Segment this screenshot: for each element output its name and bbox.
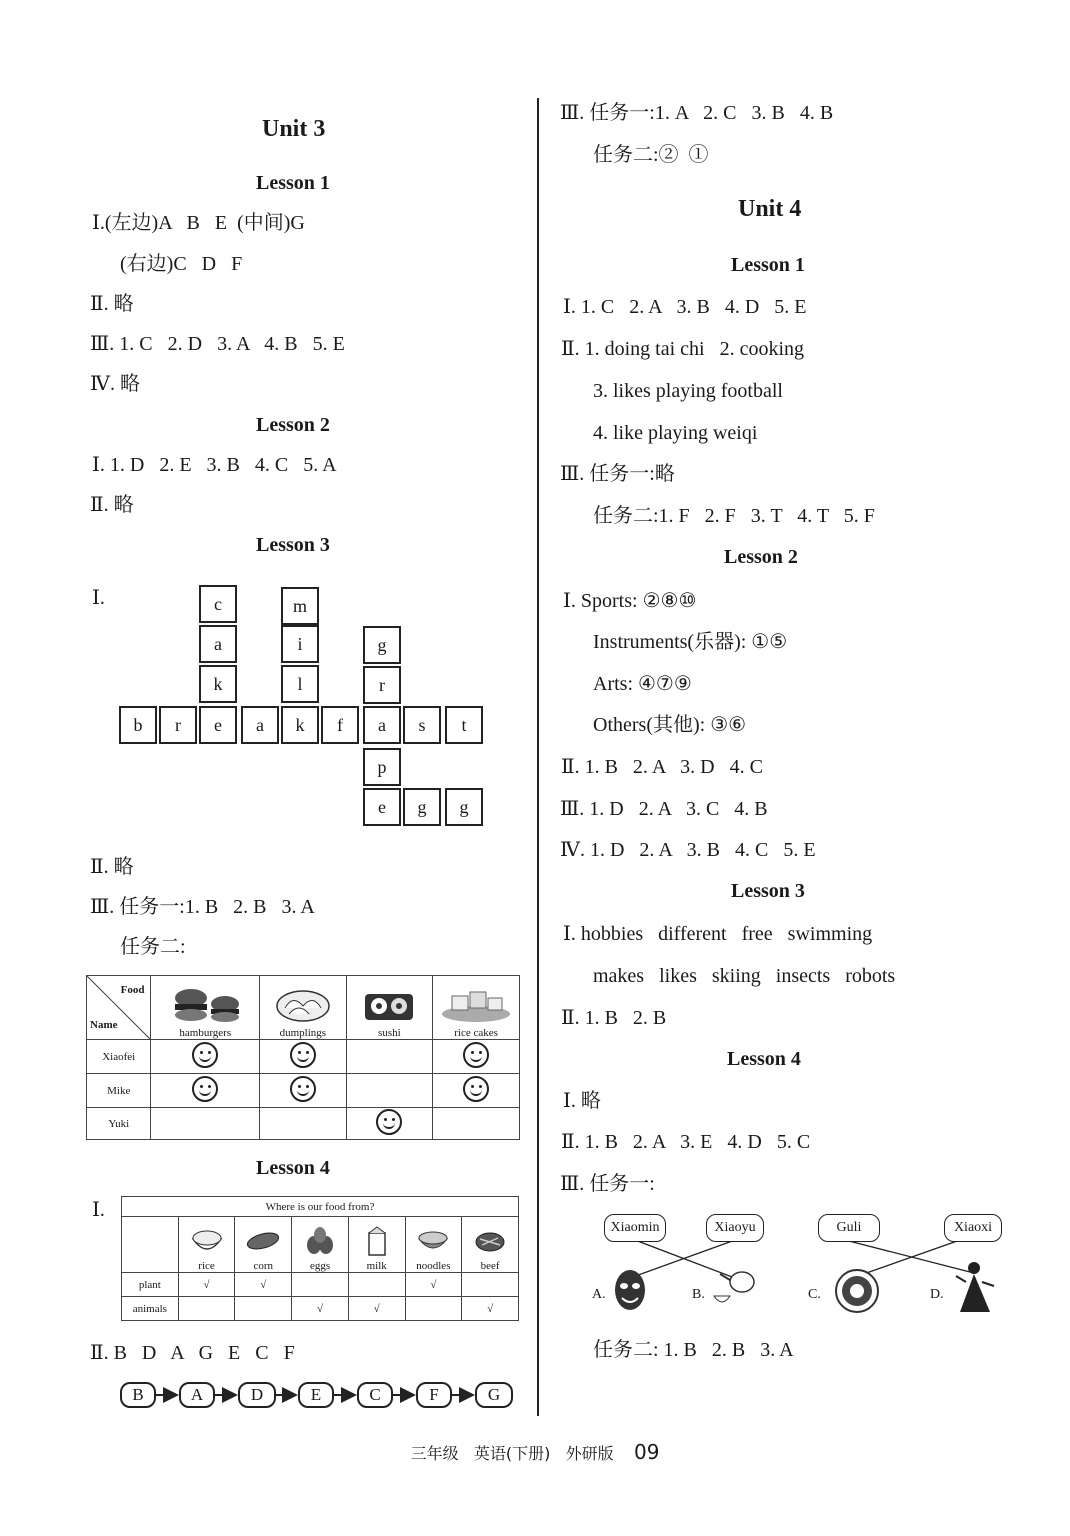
column-divider xyxy=(537,98,539,1416)
table-cell xyxy=(405,1297,462,1321)
smiley-icon xyxy=(376,1109,402,1135)
u3-l3-roman: Ⅰ. xyxy=(92,587,105,609)
table-cell xyxy=(260,1108,347,1140)
beef-icon xyxy=(472,1225,508,1257)
row-label-animals: animals xyxy=(122,1297,179,1321)
food-header-rice-cakes xyxy=(433,976,520,1040)
u4-l1-line5: Ⅲ. 任务一:略 xyxy=(560,463,675,485)
u4-l2-line4: Others(其他): ③⑥ xyxy=(593,714,747,736)
crossword-cell: g xyxy=(445,788,483,826)
unit4-title: Unit 4 xyxy=(738,196,802,222)
table-cell xyxy=(292,1273,349,1297)
smiley-icon xyxy=(192,1042,218,1068)
check-cell: √ xyxy=(405,1273,462,1297)
page-number: 09 xyxy=(633,1440,660,1464)
u4-l1-line1: Ⅰ. 1. C 2. A 3. B 4. D 5. E xyxy=(563,296,807,318)
crossword-cell: e xyxy=(363,788,401,826)
u3-l1-line4: Ⅲ. 1. C 2. D 3. A 4. B 5. E xyxy=(90,333,345,355)
table-cell xyxy=(433,1108,520,1140)
food-preference-table xyxy=(86,975,520,1140)
sushi-icon xyxy=(359,986,419,1024)
food-label: dumplings xyxy=(279,1027,327,1039)
food-source-table xyxy=(121,1196,519,1321)
crossword-cell: r xyxy=(363,666,401,704)
milk-carton-icon xyxy=(362,1225,392,1257)
crossword-cell: p xyxy=(363,748,401,786)
u3-lesson2-title: Lesson 2 xyxy=(256,414,330,436)
page-footer xyxy=(0,1440,1070,1464)
table-cell xyxy=(462,1273,519,1297)
u4-l2-line7: Ⅳ. 1. D 2. A 3. B 4. C 5. E xyxy=(560,839,816,861)
corner-name-label: Name xyxy=(90,1019,118,1031)
u4-l3-line2: makes likes skiing insects robots xyxy=(593,965,896,987)
u3-lesson1-title: Lesson 1 xyxy=(256,172,330,194)
u4-l4-task2: 任务二: 1. B 2. B 3. A xyxy=(593,1339,794,1361)
u4-l2-line3: Arts: ④⑦⑨ xyxy=(593,673,692,695)
food-label: corn xyxy=(253,1260,274,1272)
crossword-cell: m xyxy=(281,587,319,625)
check-cell: √ xyxy=(292,1297,349,1321)
name-cell: Xiaofei xyxy=(87,1040,151,1074)
option-letter: D. xyxy=(930,1287,944,1302)
chain-node: B xyxy=(120,1382,156,1408)
food-label: eggs xyxy=(309,1260,331,1272)
row-label-plant: plant xyxy=(122,1273,179,1297)
crossword-cell: e xyxy=(199,706,237,744)
u3-l3-line-iii: Ⅲ. 任务一:1. B 2. B 3. A xyxy=(90,896,315,918)
u3-l4-iii-task2: 任务二:② ① xyxy=(593,144,709,166)
u3-l1-line1: Ⅰ.(左边)A B E (中间)G xyxy=(92,212,305,234)
u3-l3-task2: 任务二: xyxy=(120,936,186,958)
smiley-icon xyxy=(463,1076,489,1102)
smiley-icon xyxy=(192,1076,218,1102)
name-pill: Guli xyxy=(818,1214,880,1242)
name-pill: Xiaoxi xyxy=(944,1214,1002,1242)
u4-l3-line1: Ⅰ. hobbies different free swimming xyxy=(563,923,873,945)
u4-l2-line6: Ⅲ. 1. D 2. A 3. C 4. B xyxy=(560,798,768,820)
food-label: noodles xyxy=(416,1260,451,1272)
hamburgers-icon xyxy=(163,986,247,1024)
u4-l1-line6: 任务二:1. F 2. F 3. T 4. T 5. F xyxy=(593,505,875,527)
crossword-cell: r xyxy=(159,706,197,744)
crossword-cell: c xyxy=(199,585,237,623)
food-col-rice xyxy=(178,1217,235,1273)
food-label: beef xyxy=(480,1260,500,1272)
u3-l4-roman: Ⅰ. xyxy=(92,1199,105,1221)
rice-cakes-icon xyxy=(438,986,514,1024)
corn-icon xyxy=(243,1225,283,1257)
table-title: Where is our food from? xyxy=(122,1197,519,1217)
smiley-icon xyxy=(463,1042,489,1068)
crossword-cell: s xyxy=(403,706,441,744)
food-col-eggs xyxy=(292,1217,349,1273)
u3-l1-line5: Ⅳ. 略 xyxy=(90,373,140,395)
food-label: hamburgers xyxy=(179,1027,232,1039)
option-letter: B. xyxy=(692,1287,705,1302)
table-cell xyxy=(178,1297,235,1321)
u4-l1-line4: 4. like playing weiqi xyxy=(593,422,758,444)
name-cell: Yuki xyxy=(87,1108,151,1140)
food-label: rice xyxy=(198,1260,215,1272)
table-cell xyxy=(151,1074,260,1108)
crossword-cell: k xyxy=(281,706,319,744)
table-corner-cell xyxy=(87,976,151,1040)
chain-node: A xyxy=(179,1382,215,1408)
table-cell xyxy=(433,1074,520,1108)
food-col-beef xyxy=(462,1217,519,1273)
crossword-cell: f xyxy=(321,706,359,744)
option-letter: A. xyxy=(592,1287,606,1302)
food-label: milk xyxy=(366,1260,387,1272)
u3-l2-line2: Ⅱ. 略 xyxy=(90,494,134,516)
chain-node: C xyxy=(357,1382,393,1408)
smiley-icon xyxy=(290,1042,316,1068)
u4-l1-line2: Ⅱ. 1. doing tai chi 2. cooking xyxy=(561,338,805,360)
noodles-icon xyxy=(415,1225,451,1257)
u4-l1-line3: 3. likes playing football xyxy=(593,380,783,402)
u4-lesson3-title: Lesson 3 xyxy=(731,880,805,902)
footer-edition: 外研版 xyxy=(565,1444,614,1463)
u4-lesson2-title: Lesson 2 xyxy=(724,546,798,568)
u3-l4-ii: Ⅱ. B D A G E C F xyxy=(90,1342,295,1364)
u3-l4-iii-task1: Ⅲ. 任务一:1. A 2. C 3. B 4. B xyxy=(560,102,834,124)
u4-l3-line3: Ⅱ. 1. B 2. B xyxy=(561,1007,667,1029)
u4-l2-line1: Ⅰ. Sports: ②⑧⑩ xyxy=(563,590,697,612)
food-col-noodles xyxy=(405,1217,462,1273)
food-header-hamburgers xyxy=(151,976,260,1040)
corner-food-label: Food xyxy=(120,984,145,996)
check-cell: √ xyxy=(348,1297,405,1321)
dancer-icon xyxy=(952,1260,998,1316)
u3-l1-line2: (右边)C D F xyxy=(120,253,243,275)
u4-lesson1-title: Lesson 1 xyxy=(731,254,805,276)
footer-subject: 英语(下册) xyxy=(473,1444,551,1463)
smiley-icon xyxy=(290,1076,316,1102)
option-letter: C. xyxy=(808,1287,821,1302)
food-col-milk xyxy=(348,1217,405,1273)
food-label: rice cakes xyxy=(454,1027,498,1039)
name-pill: Xiaomin xyxy=(604,1214,666,1242)
crossword-cell: i xyxy=(281,625,319,663)
tea-set-icon xyxy=(712,1266,762,1310)
dumplings-icon xyxy=(273,986,333,1024)
crossword-cell: b xyxy=(119,706,157,744)
crossword-cell: g xyxy=(403,788,441,826)
u4-l2-line2: Instruments(乐器): ①⑤ xyxy=(593,631,788,653)
paper-cut-icon xyxy=(830,1268,884,1314)
unit3-title: Unit 3 xyxy=(262,116,326,142)
footer-grade: 三年级 xyxy=(410,1444,459,1463)
u3-l1-line3: Ⅱ. 略 xyxy=(90,293,134,315)
table-cell xyxy=(433,1040,520,1074)
u3-lesson4-title: Lesson 4 xyxy=(256,1157,330,1179)
crossword-cell: g xyxy=(363,626,401,664)
crossword-cell: k xyxy=(199,665,237,703)
food-label: sushi xyxy=(378,1027,401,1039)
food-col-corn xyxy=(235,1217,292,1273)
crossword-cell: a xyxy=(363,706,401,744)
table-cell xyxy=(260,1040,347,1074)
opera-mask-icon xyxy=(612,1264,648,1316)
table-cell xyxy=(346,1108,433,1140)
u4-lesson4-title: Lesson 4 xyxy=(727,1048,801,1070)
crossword-cell: t xyxy=(445,706,483,744)
table-cell xyxy=(260,1074,347,1108)
table-cell xyxy=(348,1273,405,1297)
chain-node: E xyxy=(298,1382,334,1408)
name-pill: Xiaoyu xyxy=(706,1214,764,1242)
table-cell xyxy=(235,1297,292,1321)
food-header-dumplings xyxy=(260,976,347,1040)
eggs-icon xyxy=(302,1225,338,1257)
chain-node: D xyxy=(238,1382,276,1408)
table-cell xyxy=(346,1040,433,1074)
rice-bowl-icon xyxy=(189,1225,225,1257)
chain-node: G xyxy=(475,1382,513,1408)
table-cell xyxy=(151,1040,260,1074)
u3-l2-line1: Ⅰ. 1. D 2. E 3. B 4. C 5. A xyxy=(92,454,337,476)
check-cell: √ xyxy=(462,1297,519,1321)
u3-lesson3-title: Lesson 3 xyxy=(256,534,330,556)
chain-node: F xyxy=(416,1382,452,1408)
check-cell: √ xyxy=(235,1273,292,1297)
table-cell xyxy=(122,1217,179,1273)
crossword-cell: l xyxy=(281,665,319,703)
chain-arrows xyxy=(0,1380,540,1410)
table-cell xyxy=(151,1108,260,1140)
check-cell: √ xyxy=(178,1273,235,1297)
u3-l3-line-ii: Ⅱ. 略 xyxy=(90,856,134,878)
name-cell: Mike xyxy=(87,1074,151,1108)
table-cell xyxy=(346,1074,433,1108)
crossword-cell: a xyxy=(241,706,279,744)
u4-l2-line5: Ⅱ. 1. B 2. A 3. D 4. C xyxy=(561,756,763,778)
u4-l4-line1: Ⅰ. 略 xyxy=(563,1090,601,1112)
u4-l4-line2: Ⅱ. 1. B 2. A 3. E 4. D 5. C xyxy=(561,1131,811,1153)
u4-l4-line3: Ⅲ. 任务一: xyxy=(560,1173,655,1195)
crossword-cell: a xyxy=(199,625,237,663)
food-header-sushi xyxy=(346,976,433,1040)
